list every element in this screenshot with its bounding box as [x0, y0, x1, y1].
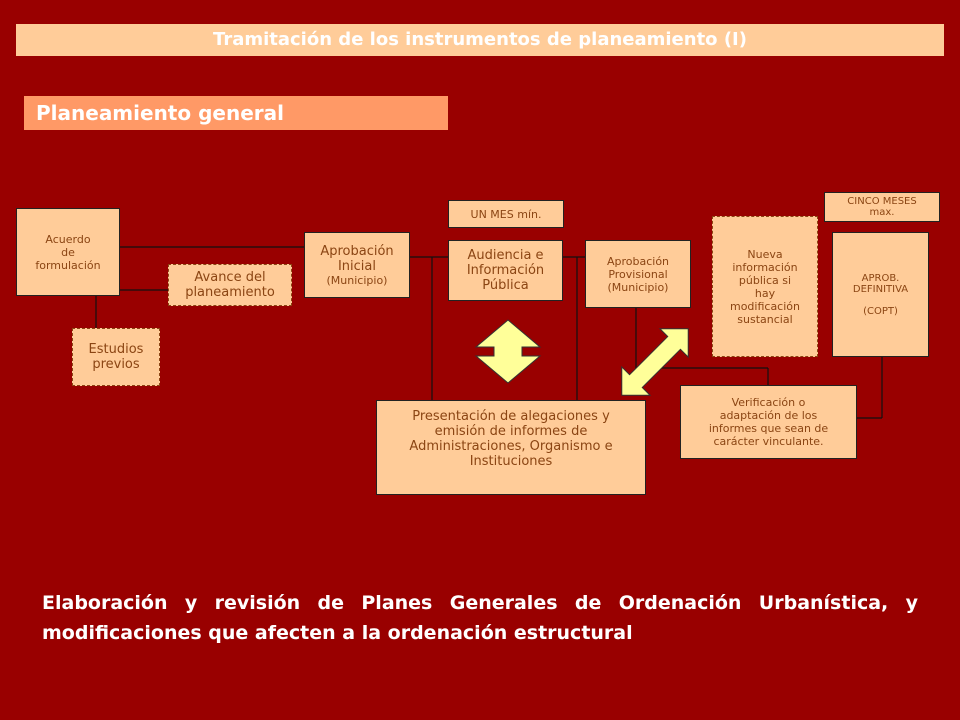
verificacion-box [680, 385, 857, 459]
un-mes-label: UN MES mín. [470, 207, 542, 221]
aprobacion-provisional-label: Aprobación Provisional (Municipio) [606, 254, 670, 294]
nueva-informacion-box [712, 216, 818, 357]
aprobacion-inicial-label: Aprobación Inicial [320, 243, 394, 274]
aprobacion-definitiva-label: APROB. DEFINITIVA (COPT) [852, 272, 909, 317]
estudios-label: Estudios previos [88, 342, 144, 372]
acuerdo-formulacion-box [16, 208, 120, 296]
double-arrow-icon [476, 320, 540, 383]
aprobacion-inicial-sublabel: (Municipio) [326, 273, 388, 287]
acuerdo-label: Acuerdo de formulación [35, 232, 101, 272]
cinco-meses-label: CINCO MESES max. [847, 196, 917, 218]
avance-planeamiento-box [168, 264, 292, 306]
verificacion-label: Verificación o adaptación de los informes que sean de carácter vinculante. [708, 396, 829, 448]
cinco-meses-box [824, 192, 940, 222]
audiencia-label: Audiencia e Información Pública [466, 248, 545, 293]
footer-caption: Elaboración y revisión de Planes Generales de Ordenación Urbanística, y modificaciones que afecten a la ordenación estructural [42, 592, 918, 644]
presentacion-alegaciones-box [376, 400, 646, 495]
page-title: Tramitación de los instrumentos de planeamiento (I) [16, 24, 944, 56]
aprobacion-definitiva-box [832, 232, 929, 357]
presentacion-label: Presentación de alegaciones y emisión de informes de Administraciones, Organismo e Instituciones [409, 409, 613, 469]
estudios-previos-box [72, 328, 160, 386]
aprobacion-provisional-box [585, 240, 691, 308]
avance-label: Avance del planeamiento [185, 270, 275, 300]
section-title: Planeamiento general [24, 96, 448, 130]
nueva-informacion-label: Nueva información pública si hay modificación sustancial [729, 247, 800, 326]
un-mes-box [448, 200, 564, 228]
aprobacion-inicial-box [304, 232, 410, 298]
audiencia-informacion-box [448, 240, 563, 301]
